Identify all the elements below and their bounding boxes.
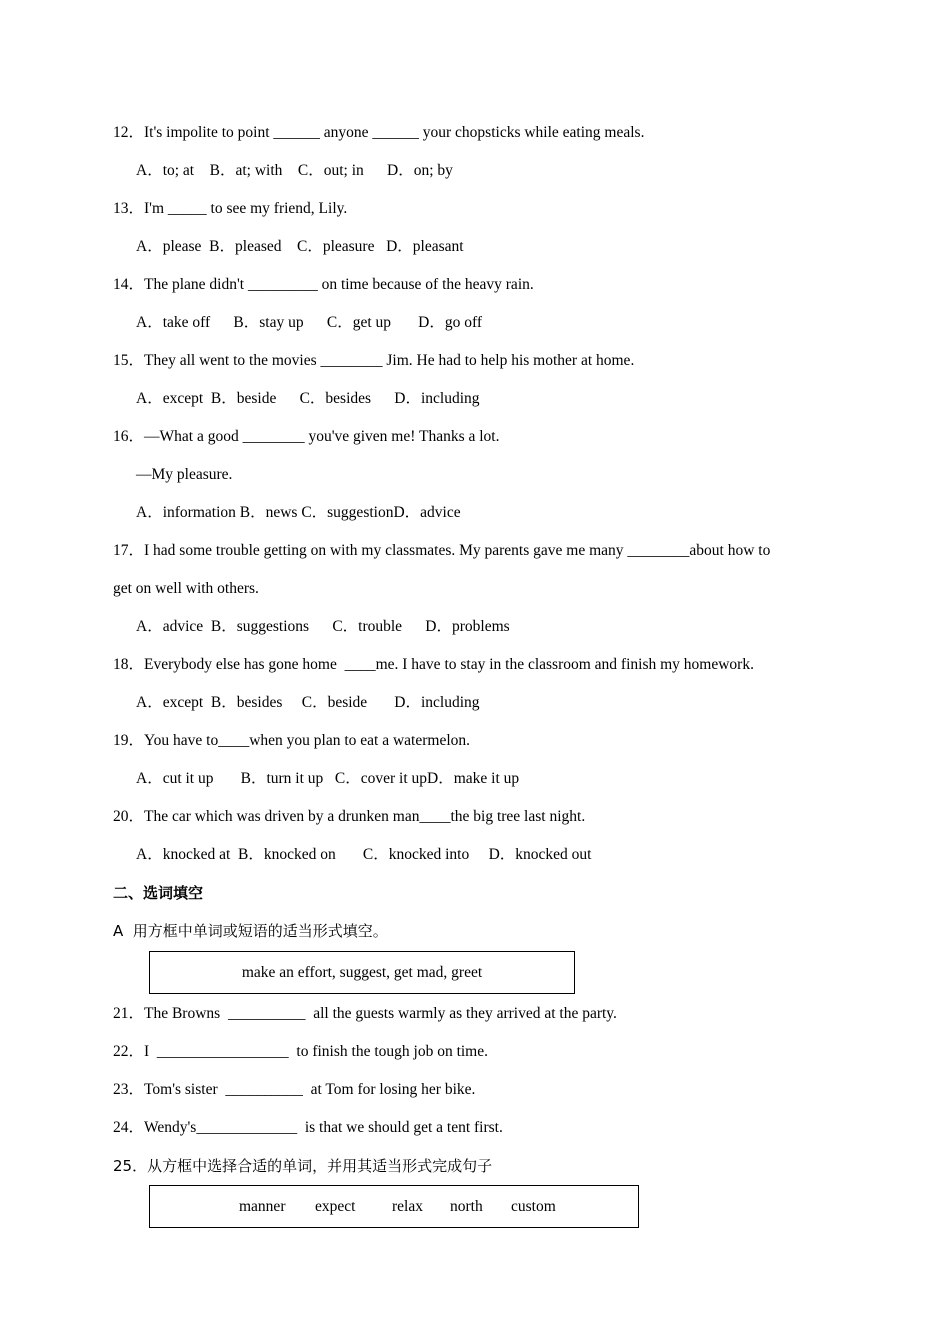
question-19-options: A．cut it up B．turn it up C．cover it upD．make it up xyxy=(136,770,520,787)
word-box-2-word: custom xyxy=(511,1198,556,1215)
part-a-instruction: A 用方框中单词或短语的适当形式填空。 xyxy=(113,922,388,940)
word-box-1-text: make an effort, suggest, get mad, greet xyxy=(241,964,483,981)
question-12-stem: 12．It's impolite to point ______ anyone ______ your chopsticks while eating meals. xyxy=(113,124,645,141)
question-13-stem: 13．I'm _____ to see my friend, Lily. xyxy=(113,200,348,217)
question-17-stem-continued: get on well with others. xyxy=(113,580,259,597)
question-20-stem: 20．The car which was driven by a drunken man____the big tree last night. xyxy=(113,808,586,825)
question-15-stem: 15．They all went to the movies ________ Jim. He had to help his mother at home. xyxy=(113,352,635,369)
question-14-options: A．take off B．stay up C．get up D．go off xyxy=(136,314,482,331)
word-box-2 xyxy=(149,1185,639,1228)
question-16-stem: 16．—What a good ________ you've given me! Thanks a lot. xyxy=(113,428,500,445)
question-18-options: A．except B．besides C．beside D．including xyxy=(136,694,480,711)
question-17-options: A．advice B．suggestions C．trouble D．problems xyxy=(136,618,510,635)
question-17-stem: 17．I had some trouble getting on with my classmates. My parents gave me many ________about how to xyxy=(113,542,771,559)
question-15-options: A．except B．beside C．besides D．including xyxy=(136,390,480,407)
question-24: 24．Wendy's_____________ is that we should get a tent first. xyxy=(113,1119,503,1136)
question-25-instruction: 25．从方框中选择合适的单词，并用其适当形式完成句子 xyxy=(113,1157,493,1175)
question-19-stem: 19．You have to____when you plan to eat a watermelon. xyxy=(113,732,471,749)
word-box-2-word: manner xyxy=(239,1198,286,1215)
question-16-options: A．information B．news C．suggestionD．advice xyxy=(136,504,461,521)
question-20-options: A．knocked at B．knocked on C．knocked into D．knocked out xyxy=(136,846,592,863)
word-box-2-word: relax xyxy=(392,1198,423,1215)
question-18-stem: 18．Everybody else has gone home ____me. I have to stay in the classroom and finish my homework. xyxy=(113,656,754,673)
question-13-options: A．please B．pleased C．pleasure D．pleasant xyxy=(136,238,464,255)
question-14-stem: 14．The plane didn't _________ on time because of the heavy rain. xyxy=(113,276,534,293)
word-box-2-word: north xyxy=(450,1198,483,1215)
question-16-reply: —My pleasure. xyxy=(136,466,233,483)
question-12-options: A．to; at B．at; with C．out; in D．on; by xyxy=(136,162,453,179)
word-box-2-word: expect xyxy=(315,1198,356,1215)
word-box-1 xyxy=(149,951,575,994)
question-21: 21．The Browns __________ all the guests warmly as they arrived at the party. xyxy=(113,1005,617,1022)
question-22: 22．I _________________ to finish the tough job on time. xyxy=(113,1043,488,1060)
section-heading: 二、选词填空 xyxy=(113,884,204,902)
question-23: 23．Tom's sister __________ at Tom for losing her bike. xyxy=(113,1081,476,1098)
